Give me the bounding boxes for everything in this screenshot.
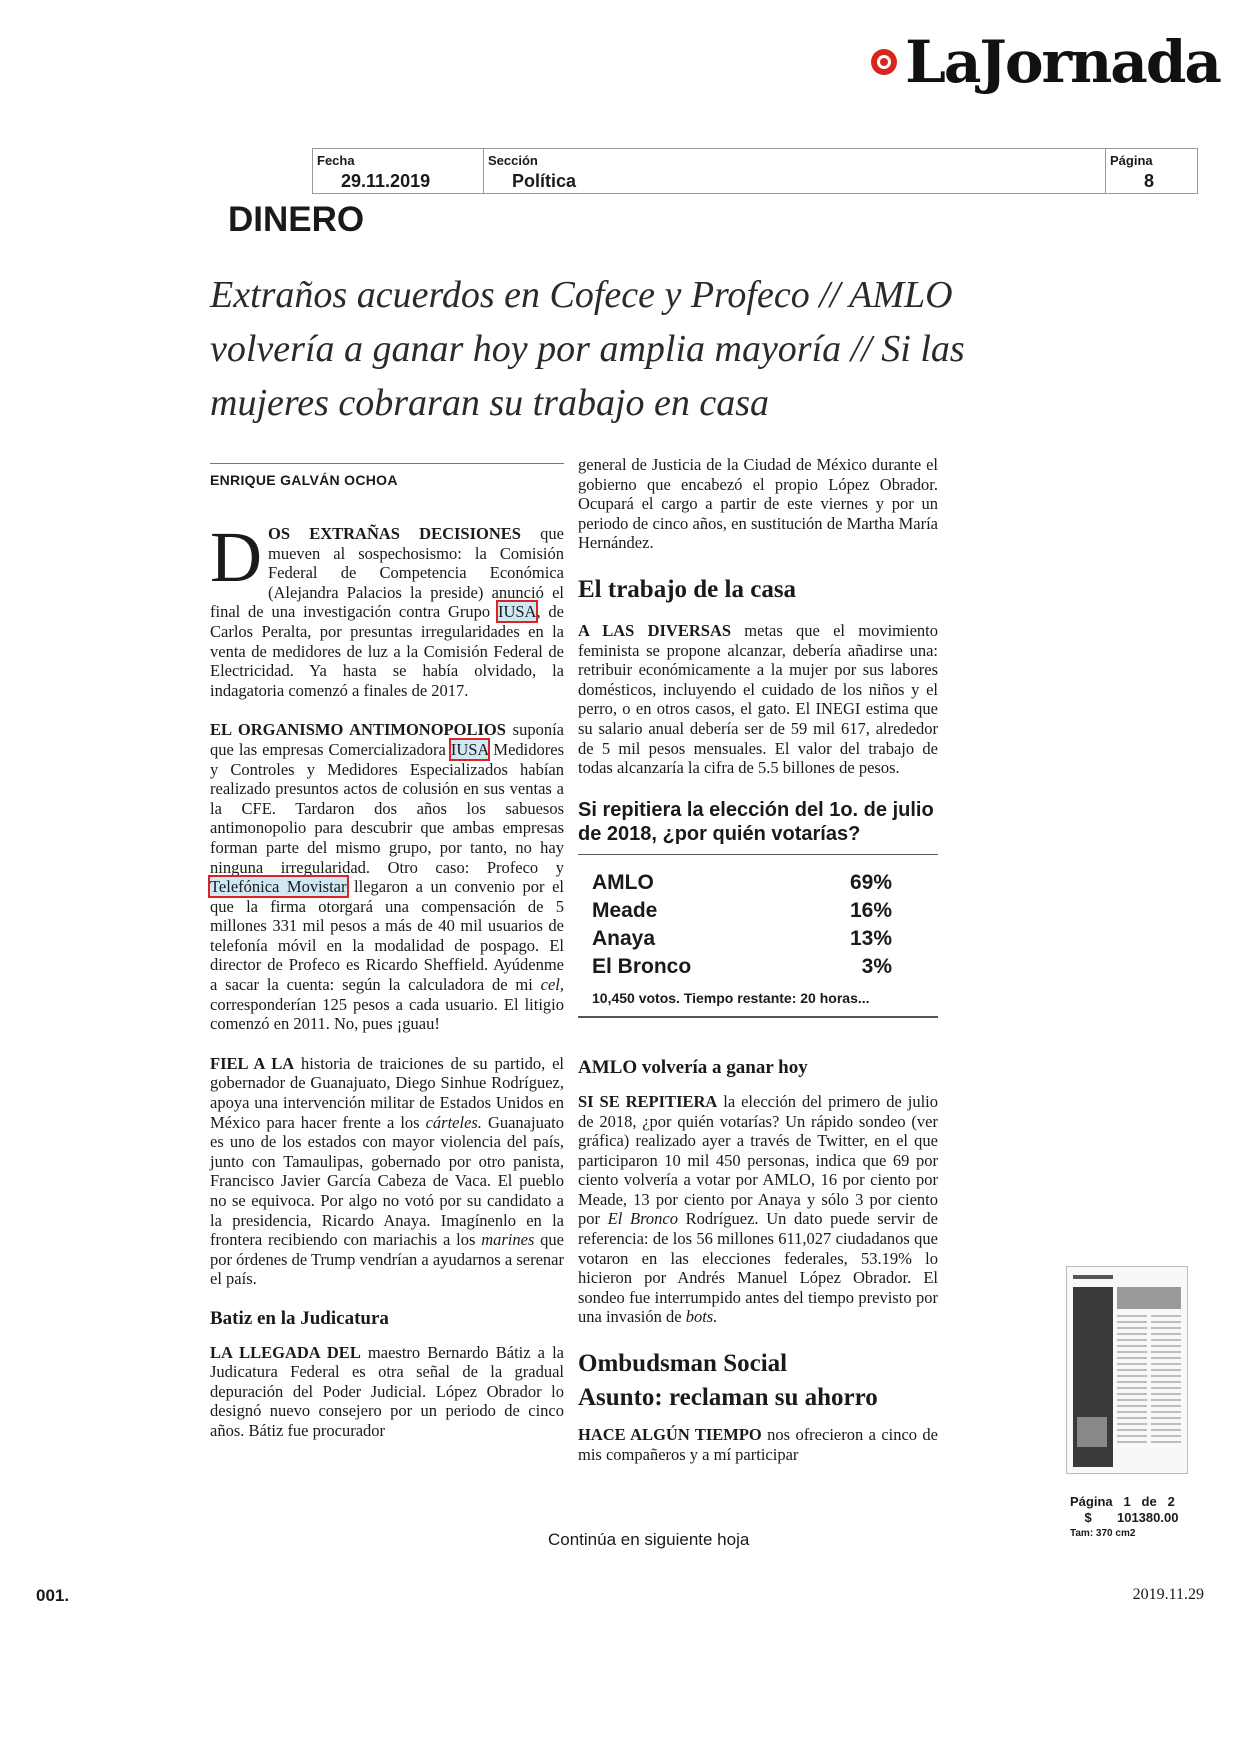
continued-note: Continúa en siguiente hoja — [548, 1530, 750, 1549]
poll-percent: 69% — [849, 870, 892, 894]
paragraph-lead: FIEL A LA — [210, 1053, 295, 1073]
seccion-cell — [484, 149, 1104, 193]
italic-text: El Bronco — [607, 1209, 678, 1229]
highlighted-term: IUSA — [450, 739, 489, 759]
poll-row — [578, 897, 938, 925]
page-info — [1070, 1494, 1178, 1542]
page-amount — [1070, 1510, 1178, 1526]
highlighted-term: Telefónica Movistar — [210, 877, 347, 897]
subheading: Asunto: reclaman su ahorro — [578, 1384, 878, 1412]
poll-option: AMLO — [592, 870, 654, 894]
italic-text: cel, — [540, 975, 564, 995]
poll-question: Si repitiera la elección del 1o. de julio de 2018, ¿por quién votarías? — [578, 798, 938, 855]
masthead — [869, 28, 1220, 96]
seccion-label: Sección — [488, 153, 538, 168]
italic-text: marines — [481, 1230, 535, 1250]
article-paragraph — [578, 1092, 938, 1327]
page-of: de — [1141, 1494, 1157, 1509]
amount-value: 101380.00 — [1116, 1510, 1179, 1525]
paragraph-text: maestro Bernardo Bátiz a la Judicatura Federal es otra señal de la gradual depuración del Poder Judicial. López Obrador lo designó nuevo consejero por un periodo de cinco años. Bátiz fue procurador — [210, 1342, 564, 1440]
article-paragraph — [210, 1343, 564, 1441]
currency-symbol: $ — [1084, 1510, 1092, 1525]
page-number: 1 — [1123, 1494, 1131, 1509]
subheading: Ombudsman Social — [578, 1350, 788, 1378]
paragraph-text: que mueven al sospechosismo: la Comisión Federal de Competencia Económica (Alejandra Palacios la preside) anunció el final de una investigación contra Grupo — [210, 524, 564, 622]
article-paragraph — [210, 720, 564, 1034]
logo-text: LaJornada — [905, 28, 1220, 96]
paragraph-text: suponía que las empresas Comercializadora — [210, 720, 564, 759]
paragraph-lead: OS EXTRAÑAS DECISIONES — [268, 524, 521, 543]
paragraph-text: , de Carlos Peralta, por presuntas irregularidades en la venta de medidores de luz a la Comisión Federal de Electricidad. Ya hasta se había olvidado, la indagatoria comenzó a finales de 2017. — [210, 602, 565, 700]
poll-option: Anaya — [592, 926, 656, 950]
italic-text: bots. — [685, 1307, 718, 1327]
poll-results — [578, 855, 938, 981]
paragraph-text: metas que el movimiento feminista se propone alcanzar, debería añadirse una: retribuir económicamente a la mujer por sus labores domésticos, incluyendo el cuidado de los niños y el perro, o en otros casos, el gato. El INEGI estima que su salario anual debería ser de 59 mil 617, alrededor de 5 mil pesos mensuales. El valor del trabajo de todas alcanzaría la cifra de 5.5 billones de pesos. — [578, 620, 938, 778]
fecha-label: Fecha — [317, 153, 355, 168]
poll-box — [578, 798, 938, 1019]
sun-seal-icon — [869, 47, 899, 77]
poll-option: Meade — [592, 898, 658, 922]
fecha-cell — [313, 149, 484, 193]
headline: Extraños acuerdos en Cofece y Profeco // AMLO volvería a ganar hoy por amplia mayoría // Si las mujeres cobraran su trabajo en casa — [210, 274, 965, 424]
drop-cap: D — [210, 517, 262, 597]
article-paragraph — [578, 1425, 938, 1464]
pagina-value: 8 — [1144, 171, 1155, 191]
poll-row — [578, 953, 938, 981]
poll-row — [578, 925, 938, 953]
paragraph-text: general de Justicia de la Ciudad de México durante el gobierno que encabezó el propio López Obrador. Ocupará el cargo a partir de este viernes y por un periodo de cinco años, en sustitución de Martha María Hernández. — [578, 455, 938, 553]
article-column-right — [578, 455, 938, 1484]
article-paragraph — [578, 621, 938, 778]
poll-percent: 16% — [849, 898, 892, 922]
page-size: Tam: 370 cm2 — [1070, 1528, 1136, 1539]
paragraph-lead: A LAS DIVERSAS — [578, 620, 732, 640]
highlighted-term: IUSA — [497, 602, 537, 622]
author-byline: ENRIQUE GALVÁN OCHOA — [210, 463, 564, 488]
paragraph-lead: EL ORGANISMO ANTIMONOPOLIOS — [210, 720, 506, 740]
page-total: 2 — [1167, 1494, 1175, 1509]
page-counter — [1070, 1494, 1178, 1510]
paragraph-text: nos ofrecieron a cinco de mis compañeros y a mí participar — [578, 1425, 939, 1464]
article-paragraph — [578, 455, 938, 553]
article-paragraph — [210, 1054, 564, 1289]
paragraph-text: Medidores y Controles y Medidores Especializados habían realizado presuntos actos de colusión en sus ventas a la CFE. Tardaron dos años los sabuesos antimonopolio para descubrir que ambas empresas forman parte del mismo grupo, por tanto, no hay ninguna irregularidad. Otro caso: Profeco y — [210, 739, 564, 877]
page-code: 001. — [36, 1586, 70, 1605]
poll-row — [578, 869, 938, 897]
article-paragraph — [210, 517, 565, 700]
paragraph-text: Rodríguez. Un dato puede servir de referencia: de los 56 millones 611,027 ciudadanos que votaron en las elecciones federales, 53.19% lo hicieron por Andrés Manuel López Obrador. El sondeo fue interrumpido antes del tiempo previsto por una invasión de — [578, 1209, 939, 1327]
poll-option: El Bronco — [592, 954, 692, 978]
subheading: AMLO volvería a ganar hoy — [578, 1057, 808, 1079]
paragraph-lead: LA LLEGADA DEL — [210, 1342, 361, 1362]
paragraph-text: Guanajuato es uno de los estados con mayor violencia del país, junto con Tamaulipas, gobernado por otro panista, Francisco Javier García Cabeza de Vaca. El pueblo no se equivoca. Por algo no votó por su candidato a la presidencia, Ricardo Anaya. Imagínenlo en la frontera recibiendo con mariachis a los — [210, 1112, 564, 1250]
fecha-value: 29.11.2019 — [341, 171, 431, 191]
paragraph-lead: HACE ALGÚN TIEMPO — [578, 1425, 762, 1445]
pagina-cell — [1105, 149, 1198, 193]
paragraph-text: que por órdenes de Trump vendrían a ayudarnos a serenar el país. — [210, 1230, 564, 1289]
page-label: Página — [1070, 1494, 1113, 1509]
article-column-left — [210, 517, 565, 1461]
seccion-value: Política — [512, 171, 577, 191]
paragraph-text: la elección del primero de julio de 2018, ¿por quién votarías? Un rápido sondeo (ver gráfica) realizado ayer a través de Twitter, en el que participaron 10 mil 450 personas, indica que 69 por ciento volvería a votar por AMLO, 16 por ciento por Meade, 13 por ciento por Anaya y sólo 3 por ciento por — [578, 1091, 938, 1229]
section-name: DINERO — [228, 200, 365, 239]
paragraph-text: llegaron a un convenio por el que la firma otorgará una compensación de 5 millones 331 mil pesos a más de 40 mil usuarios de telefonía móvil en la modalidad de pospago. El director de Profeco es Ricardo Sheffield. Ayúdenme a sacar la cuenta: según la calculadora de mi — [210, 877, 564, 995]
page-date: 2019.11.29 — [1132, 1586, 1204, 1603]
poll-percent: 3% — [861, 954, 892, 978]
paragraph-text: historia de traiciones de su partido, el gobernador de Guanajuato, Diego Sinhue Rodríguez, apoya una intervención militar de Estados Unidos en México para hacer frente a los — [210, 1053, 565, 1132]
italic-text: cárteles. — [425, 1112, 482, 1132]
header-info-box — [312, 148, 1198, 194]
subheading: El trabajo de la casa — [578, 575, 797, 603]
page-thumbnail — [1066, 1266, 1188, 1474]
paragraph-text: corresponderían 125 pesos a cada usuario. El litigio comenzó en 2011. No, pues ¡guau! — [210, 994, 564, 1034]
paragraph-lead: SI SE REPITIERA — [578, 1091, 718, 1111]
pagina-label: Página — [1110, 153, 1153, 168]
poll-percent: 13% — [849, 926, 892, 950]
poll-footer: 10,450 votos. Tiempo restante: 20 horas... — [592, 989, 870, 1006]
subheading: Batiz en la Judicatura — [210, 1307, 389, 1329]
